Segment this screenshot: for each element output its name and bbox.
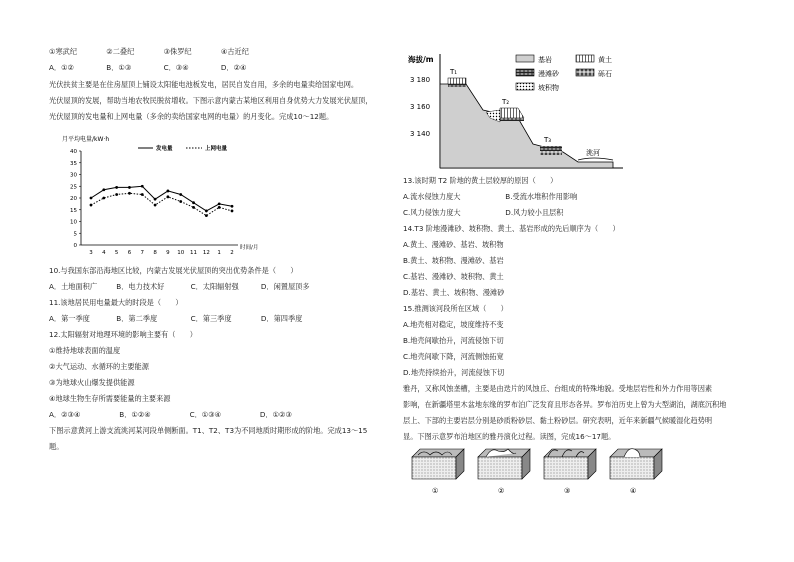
terrace-label-t1: T₁	[450, 68, 458, 76]
yardang-block-3	[544, 449, 596, 479]
x-tick-label: 9	[166, 250, 170, 256]
y-tick-label: 5	[73, 231, 77, 238]
grid-point	[128, 192, 131, 195]
legend-grid-label: 上网电量	[205, 146, 228, 152]
q15-opt-a: A.地壳相对稳定，坡度维持不变	[403, 320, 504, 329]
q9-item-1: ①寒武纪	[49, 47, 78, 56]
q9-choices	[49, 64, 247, 72]
q11-options	[49, 315, 302, 323]
stage-label-4: ④	[630, 487, 637, 495]
q12-opt-a: A．②③④	[49, 410, 81, 419]
terrace-label-t2: T₂	[502, 98, 510, 106]
x-tick-label: 5	[114, 250, 119, 256]
x-tick-label: 12	[202, 250, 210, 256]
intro-solar-line3: 光伏屋顶的发电量和上网电量（多余的卖给国家电网的电量）的月变化。完成10～12题。	[49, 112, 334, 121]
generation-point	[192, 201, 195, 204]
q12-item-1: ①维持地球表面的温度	[49, 346, 121, 355]
legend-sand-swatch	[516, 69, 534, 76]
q11-opt-d: D．第四季度	[260, 314, 303, 323]
y-tick-label: 20	[70, 196, 77, 202]
ytick-3180: 3 180	[410, 76, 431, 84]
grid-point	[205, 214, 208, 217]
terrace-diagram	[408, 52, 638, 172]
q10-opt-a: A．土地面积广	[49, 282, 98, 291]
q11-opt-b: B．第二季度	[116, 314, 158, 323]
grid-point	[141, 193, 144, 196]
q11-opt-a: A．第一季度	[49, 314, 90, 323]
y-tick-label: 35	[70, 160, 77, 167]
stage-label-3: ③	[564, 487, 571, 495]
yardang-block-4	[610, 449, 662, 479]
x-tick-label: 2	[230, 250, 234, 256]
chart-x-title: 时间/月	[240, 245, 259, 251]
legend-slope-label: 坡积物	[538, 84, 559, 92]
q12-item-4: ④地球生物生存所需要能量的主要来源	[49, 394, 171, 403]
generation-point	[205, 210, 208, 213]
legend-gravel-label: 砾石	[598, 70, 612, 78]
stage-label-1: ①	[432, 487, 439, 495]
y-tick-label: 40	[70, 149, 77, 155]
grid-point	[192, 206, 195, 209]
x-tick-label: 11	[190, 250, 198, 256]
q15-opt-b: B.地壳间歇抬升，河流侵蚀下切	[403, 336, 504, 345]
generation-point	[231, 205, 234, 208]
y-tick-label: 15	[70, 207, 77, 214]
q12-options	[49, 411, 292, 419]
grid-point	[154, 204, 157, 207]
q12-item-3: ③为地球火山爆发提供能源	[49, 378, 135, 387]
q11-opt-c: C．第三季度	[190, 314, 232, 323]
legend-loess-swatch	[576, 55, 594, 62]
grid-point	[102, 197, 105, 200]
yardang-block-2	[478, 449, 530, 479]
q9-item-2: ②二叠纪	[106, 47, 135, 56]
y-tick-label: 0	[73, 243, 77, 249]
x-tick-label: 1	[217, 250, 221, 256]
left-column	[0, 0, 395, 562]
intro-terrace-line2: 题。	[49, 442, 64, 451]
grid-point	[179, 200, 182, 203]
grid-point	[90, 204, 93, 207]
intro-solar-line2: 光伏屋顶的发展，帮助当地农牧民脱贫增收。下图示意内蒙古某地区利用自身优势大力发展光伏屋顶，	[49, 96, 373, 105]
intro-terrace-line1: 下图示意黄河上游支流洮河某河段单侧断面。T1、T2、T3为不同地质时期形成的阶地。完成13～15	[49, 426, 368, 435]
river-label: 洮河	[586, 149, 600, 157]
q11-stem: 11.该地居民用电量最大的时段是（ ）	[49, 298, 183, 307]
y-tick-label: 30	[70, 172, 77, 179]
q10-opt-d: D．闲置屋顶多	[260, 282, 310, 291]
t3-gravel	[540, 151, 562, 155]
q15-stem: 15.推测该河段所在区域（ ）	[403, 304, 508, 313]
q10-opt-c: C．太阳辐射强	[190, 282, 239, 291]
generation-point	[128, 186, 131, 189]
generation-point	[90, 197, 93, 200]
q10-opt-b: B．电力技术好	[116, 282, 165, 291]
q10-options	[49, 283, 310, 291]
yardang-para-4: 显。下图示意罗布泊地区的雅丹演化过程。读图，完成16～17题。	[403, 432, 616, 441]
q9-choice-b: B．①③	[106, 63, 132, 72]
terrace-y-title: 海拔/m	[408, 55, 434, 64]
q13-options-row2	[403, 209, 563, 217]
q13-opt-b: B.受流水堆积作用影响	[505, 192, 578, 201]
generation-point	[154, 198, 157, 201]
yardang-para-2: 影响，在新疆塔里木盆地东缘的罗布泊广泛发育且形态各异。罗布泊历史上曾为大型湖泊，湖底沉积地	[403, 400, 727, 409]
q13-opt-c: C.风力侵蚀力度大	[403, 208, 461, 217]
terrace-label-t3: T₃	[544, 136, 552, 144]
q9-item-3: ③侏罗纪	[163, 47, 192, 56]
yardang-para-1: 雅丹，又称风蚀垄槽，主要是由迭片的风蚀丘、台组成的特殊地貌。受地层岩性和外力作用等因素	[403, 384, 713, 393]
q15-opt-d: D.地壳持续抬升，河流侵蚀下切	[403, 368, 505, 377]
generation-point	[115, 186, 118, 189]
generation-point	[179, 193, 182, 196]
legend-sand-label: 漫滩砂	[538, 70, 559, 78]
chart-y-title: 月平均电量/kW·h	[62, 136, 110, 143]
generation-point	[218, 202, 221, 205]
q10-stem: 10.与我国东部沿海地区比较，内蒙古发展光伏屋顶的突出优势条件是（ ）	[49, 266, 298, 275]
q14-opt-a: A.黄土、漫滩砂、基岩、坡积物	[403, 240, 504, 249]
series-generation-line	[91, 186, 232, 211]
t2-sand	[500, 118, 524, 121]
q12-item-2: ②大气运动、水循环的主要能源	[49, 362, 149, 371]
grid-point	[115, 193, 118, 196]
series-grid-line	[91, 193, 232, 215]
q12-stem: 12.太阳辐射对地理环境的影响主要有（ ）	[49, 330, 197, 339]
q9-choice-d: D．②④	[220, 63, 247, 72]
legend-slope-swatch	[516, 83, 534, 90]
q12-opt-c: C．①③④	[189, 410, 222, 419]
right-column	[400, 0, 794, 562]
legend-gravel-swatch	[576, 69, 594, 76]
q15-opt-c: C.地壳间歇下降，河流侧蚀拓宽	[403, 352, 504, 361]
x-tick-label: 6	[127, 250, 132, 256]
y-tick-label: 10	[70, 219, 77, 226]
x-tick-label: 3	[89, 250, 93, 256]
x-tick-label: 7	[140, 250, 145, 256]
generation-point	[102, 188, 105, 191]
stage-label-2: ②	[498, 487, 505, 495]
t1-loess	[448, 78, 466, 84]
legend-loess-label: 黄土	[598, 56, 612, 64]
ytick-3160: 3 160	[410, 103, 431, 111]
q13-options-row1	[403, 193, 577, 201]
intro-solar-line1: 光伏扶贫主要是在住房屋顶上铺设太阳能电池板发电，居民自发自用，多余的电量卖给国家电网。	[49, 80, 359, 89]
yardang-evolution-diagram	[410, 445, 670, 497]
yardang-block-1	[412, 449, 464, 479]
legend-gen-label: 发电量	[156, 146, 173, 152]
q9-choice-c: C．③④	[163, 63, 189, 72]
q13-opt-d: D.风力较小且层积	[505, 208, 564, 217]
y-tick-label: 25	[70, 184, 77, 191]
generation-point	[141, 185, 144, 188]
q12-opt-b: B．①②④	[119, 410, 151, 419]
generation-point	[167, 190, 170, 193]
grid-point	[218, 206, 221, 209]
q14-opt-c: C.基岩、漫滩砂、坡积物、黄土	[403, 272, 504, 281]
legend-bedrock-label: 基岩	[538, 56, 552, 64]
x-tick-label: 4	[102, 250, 106, 256]
yardang-para-3: 层上、下部的主要岩层分别是砂质粉砂层、黏土粉砂层。研究表明，近年来新疆气候暖湿化趋势明	[403, 416, 713, 425]
q9-item-4: ④古近纪	[220, 47, 249, 56]
t1-sand	[448, 84, 466, 87]
q9-choice-a: A．①②	[49, 63, 74, 72]
river-water	[578, 158, 613, 160]
x-tick-label: 10	[177, 250, 185, 256]
q13-opt-a: A.流水侵蚀力度大	[403, 192, 461, 201]
ytick-3140: 3 140	[410, 130, 431, 138]
q13-stem: 13.该时期 T2 阶地的黄土层较厚的原因（ ）	[403, 176, 558, 185]
q14-opt-b: B.黄土、坡积物、漫滩砂、基岩	[403, 256, 504, 265]
x-tick-label: 8	[153, 250, 157, 256]
q9-option-items	[49, 48, 249, 56]
legend-bedrock-swatch	[516, 55, 534, 62]
t2-loess	[500, 108, 524, 118]
grid-point	[167, 195, 170, 198]
power-chart	[56, 131, 286, 263]
q14-opt-d: D.基岩、黄土、坡积物、漫滩砂	[403, 288, 505, 297]
q14-stem: 14.T3 阶地漫滩砂、坡积物、黄土、基岩形成的先后顺序为（ ）	[403, 224, 620, 233]
grid-point	[231, 210, 234, 213]
q12-opt-d: D．①②③	[259, 410, 292, 419]
t3-sand	[540, 146, 562, 151]
